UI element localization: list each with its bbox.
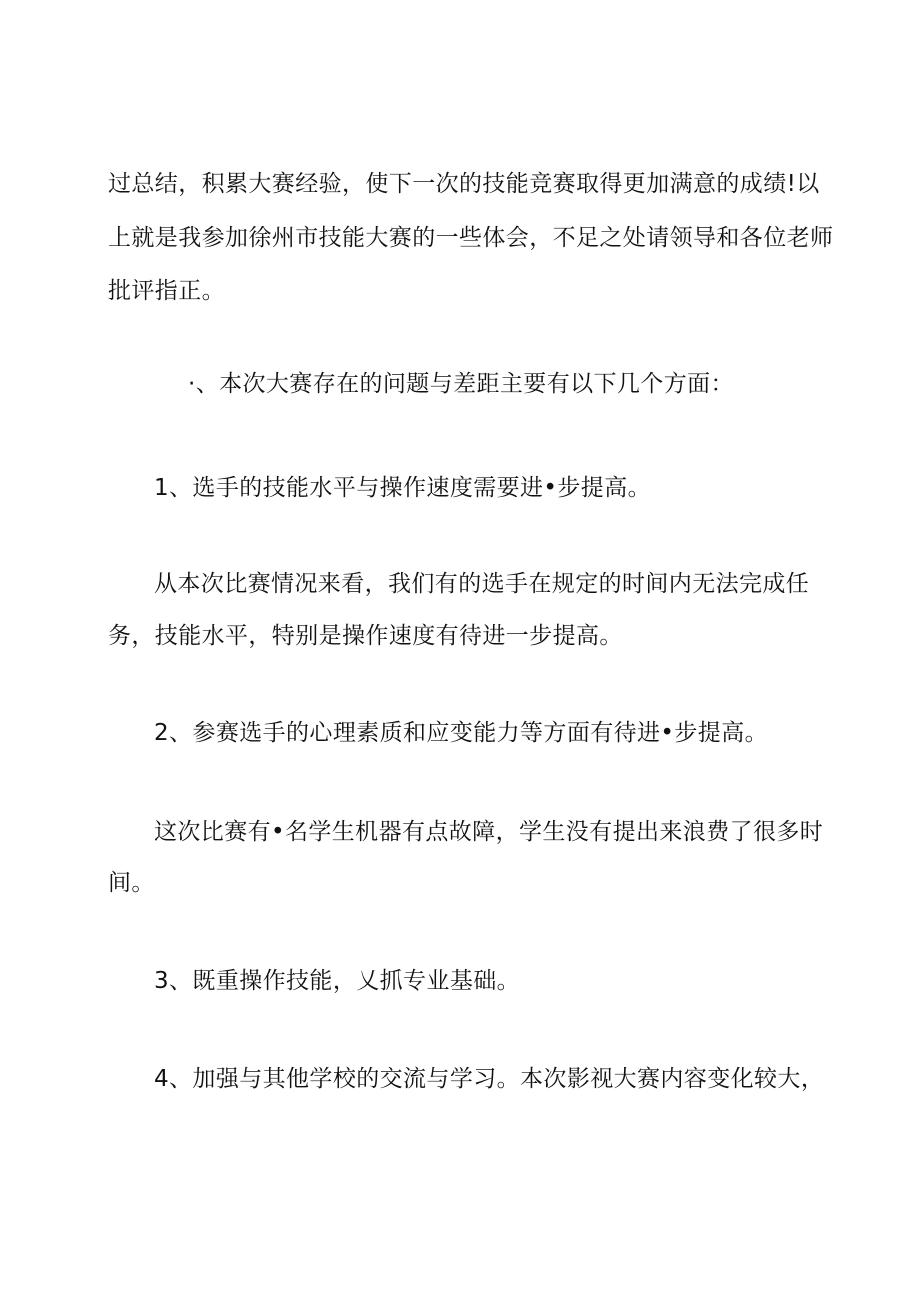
item-1-body-line-2: 务，技能水平，特别是操作速度有待进一步提高。 <box>108 623 623 649</box>
item-1-body-line-1: 从本次比赛情况来看，我们有的选手在规定的时间内无法完成任 <box>154 571 810 597</box>
paragraph-line-2: 上就是我参加徐州市技能大赛的一些体会，不足之处请领导和各位老师 <box>108 225 834 251</box>
section-heading: ·、本次大赛存在的问题与差距主要有以下几个方面： <box>188 371 734 397</box>
paragraph-line-1: 过总结，积累大赛经验，使下一次的技能竞赛取得更加满意的成绩!以 <box>108 171 820 197</box>
item-3-title: 3、既重操作技能，乂抓专业基础。 <box>154 968 521 994</box>
item-1-title: 1、选手的技能水平与操作速度需要进•步提高。 <box>154 475 651 501</box>
item-2-body-line-2: 间。 <box>108 870 155 896</box>
item-2-body-line-1: 这次比赛有•名学生机器有点故障，学生没有提出来浪费了很多时 <box>154 819 824 845</box>
paragraph-line-3: 批评指正。 <box>108 278 225 304</box>
item-4-title: 4、加强与其他学校的交流与学习。本次影视大赛内容变化较大， <box>154 1066 825 1092</box>
item-2-title: 2、参赛选手的心理素质和应变能力等方面有待进•步提高。 <box>154 720 768 746</box>
